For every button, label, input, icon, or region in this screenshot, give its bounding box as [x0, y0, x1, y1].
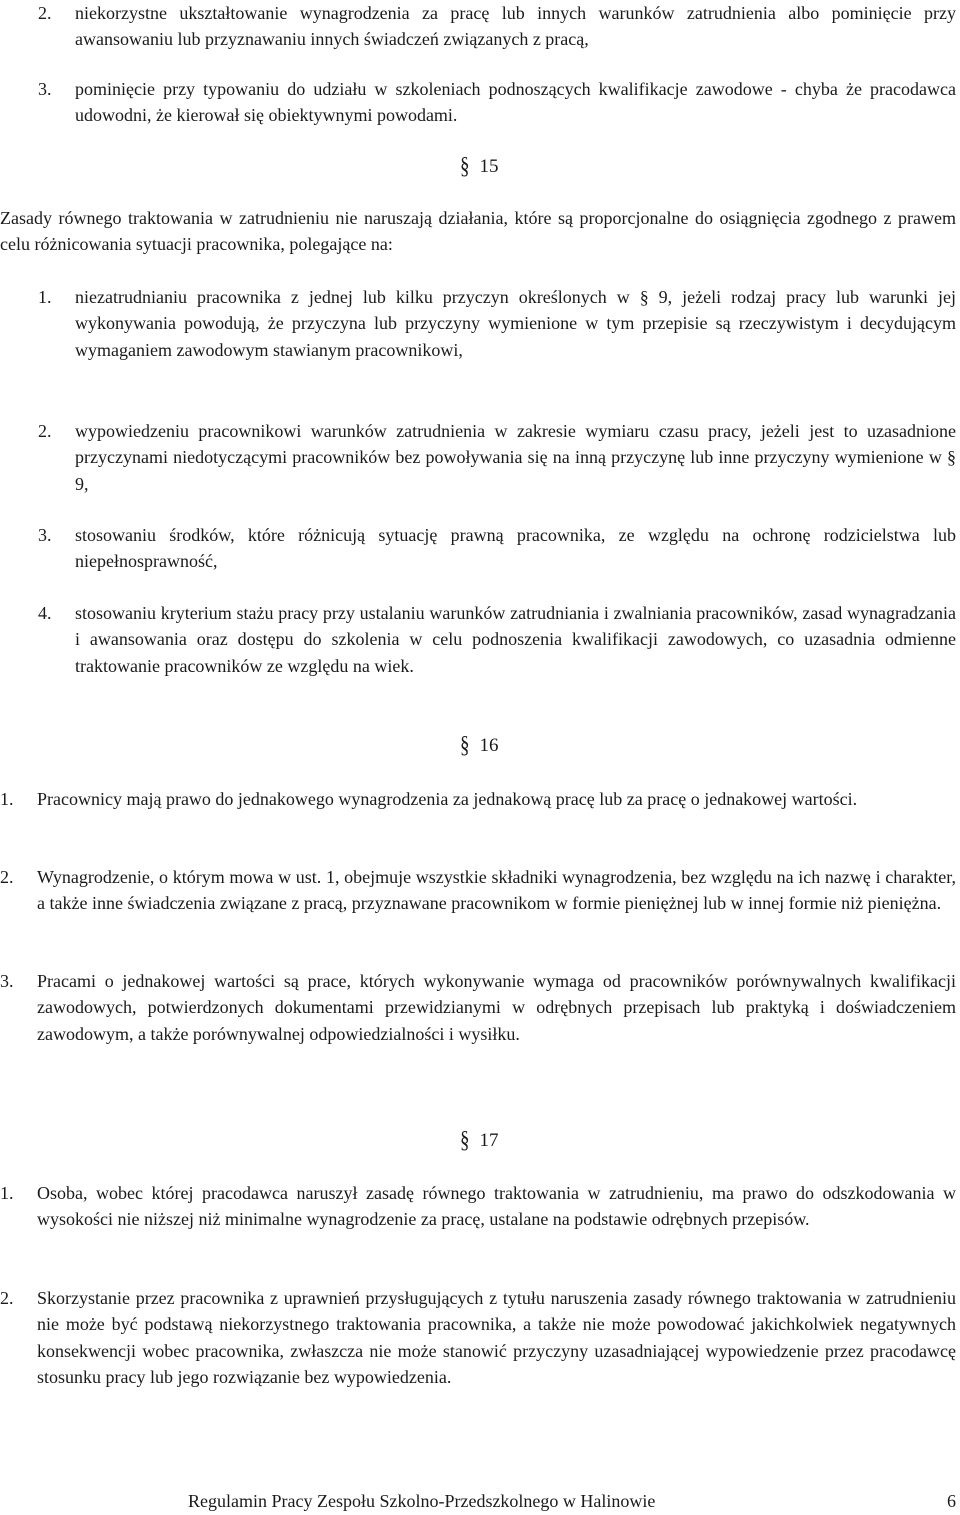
list-item	[0, 968, 956, 1047]
list-item	[38, 600, 956, 679]
item-text: wypowiedzeniu pracownikowi warunków zatrudnienia w zakresie wymiaru czasu pracy, jeżeli jest to uzasadnione przyczynami niedotyczącymi pracowników bez powoływania się na inną przyczynę lub inne przyczyny wymienione w § 9,	[75, 421, 956, 494]
item-number: 2.	[0, 1288, 14, 1308]
item-number: 1.	[0, 789, 14, 809]
item-number: 3.	[38, 525, 52, 545]
section-number: 15	[479, 156, 499, 177]
footer-title: Regulamin Pracy Zespołu Szkolno-Przedszkolnego w Halinowie	[188, 1491, 656, 1511]
item-text: Pracownicy mają prawo do jednakowego wynagrodzenia za jednakową pracę lub za pracę o jednakowej wartości.	[37, 789, 858, 809]
section-heading-17	[460, 1129, 499, 1153]
item-number: 1.	[38, 287, 52, 307]
section-number: 17	[479, 1130, 499, 1151]
section-heading-16	[460, 734, 499, 758]
item-text: pominięcie przy typowaniu do udziału w szkoleniach podnoszących kwalifikacje zawodowe - chyba że pracodawca udowodni, że kierował się obiektywnymi powodami.	[75, 79, 956, 126]
item-text: niezatrudnianiu pracownika z jednej lub kilku przyczyn określonych w § 9, jeżeli rodzaj pracy lub warunki jej wykonywania powodują, że przyczyna lub przyczyny wymienione w tym przepisie są rzeczywistym i decydującym wymaganiem zawodowym stawianym pracownikowi,	[75, 287, 956, 360]
item-number: 1.	[0, 1183, 14, 1203]
list-item	[0, 1285, 956, 1390]
item-text: Pracami o jednakowej wartości są prace, których wykonywanie wymaga od pracowników porównywalnych kwalifikacji zawodowych, potwierdzonych dokumentami przewidzianymi w odrębnych przepisach lub praktyką i doświadczeniem zawodowym, a także porównywalnej odpowiedzialności i wysiłku.	[37, 971, 956, 1044]
item-number: 4.	[38, 603, 52, 623]
list-item	[0, 786, 956, 812]
item-text: Wynagrodzenie, o którym mowa w ust. 1, obejmuje wszystkie składniki wynagrodzenia, bez względu na ich nazwę i charakter, a także inne świadczenia związane z pracą, przyznawane pracownikom w formie pieniężnej lub w innej formie niż pieniężna.	[37, 867, 956, 914]
section-symbol: §	[460, 1127, 470, 1154]
list-item	[0, 1180, 956, 1233]
list-item	[38, 284, 956, 363]
item-number: 3.	[38, 79, 52, 99]
item-text: stosowaniu środków, które różnicują sytuację prawną pracownika, ze względu na ochronę rodzicielstwa lub niepełnosprawność,	[75, 525, 956, 572]
item-number: 2.	[38, 421, 52, 441]
section-number: 16	[479, 735, 499, 756]
item-text: Osoba, wobec której pracodawca naruszył zasadę równego traktowania w zatrudnieniu, ma prawo do odszkodowania w wysokości nie niższej niż minimalne wynagrodzenie za pracę, ustalane na podstawie odrębnych przepisów.	[37, 1183, 956, 1230]
section-intro-15: Zasady równego traktowania w zatrudnieniu nie naruszają działania, które są proporcjonalne do osiągnięcia zgodnego z prawem celu różnicowania sytuacji pracownika, polegające na:	[0, 208, 956, 255]
page-number: 6	[947, 1491, 956, 1511]
item-text: niekorzystne ukształtowanie wynagrodzenia za pracę lub innych warunków zatrudnienia albo pominięcie przy awansowaniu lub przyznawaniu innych świadczeń związanych z pracą,	[75, 3, 956, 50]
list-item	[38, 522, 956, 575]
item-text: stosowaniu kryterium stażu pracy przy ustalaniu warunków zatrudniania i zwalniania pracowników, zasad wynagradzania i awansowania oraz dostępu do szkolenia w celu podnoszenia kwalifikacji zawodowych, co uzasadnia odmienne traktowanie pracowników ze względu na wiek.	[75, 603, 956, 676]
section-symbol: §	[460, 153, 470, 180]
list-item	[38, 76, 956, 129]
list-item	[38, 418, 956, 497]
section-heading-15	[460, 155, 499, 179]
item-text: Skorzystanie przez pracownika z uprawnień przysługujących z tytułu naruszenia zasady równego traktowania w zatrudnieniu nie może być podstawą niekorzystnego traktowania pracownika, a także nie może powodować jakichkolwiek negatywnych konsekwencji wobec pracownika, zwłaszcza nie może stanowić przyczyny uzasadniającej wypowiedzenie przez pracodawcę stosunku pracy lub jego rozwiązanie bez wypowiedzenia.	[37, 1288, 956, 1387]
item-number: 3.	[0, 971, 14, 991]
list-item	[38, 0, 956, 53]
list-item	[0, 864, 956, 917]
section-symbol: §	[460, 732, 470, 759]
item-number: 2.	[0, 867, 14, 887]
item-number: 2.	[38, 3, 52, 23]
page-footer	[188, 1490, 956, 1512]
